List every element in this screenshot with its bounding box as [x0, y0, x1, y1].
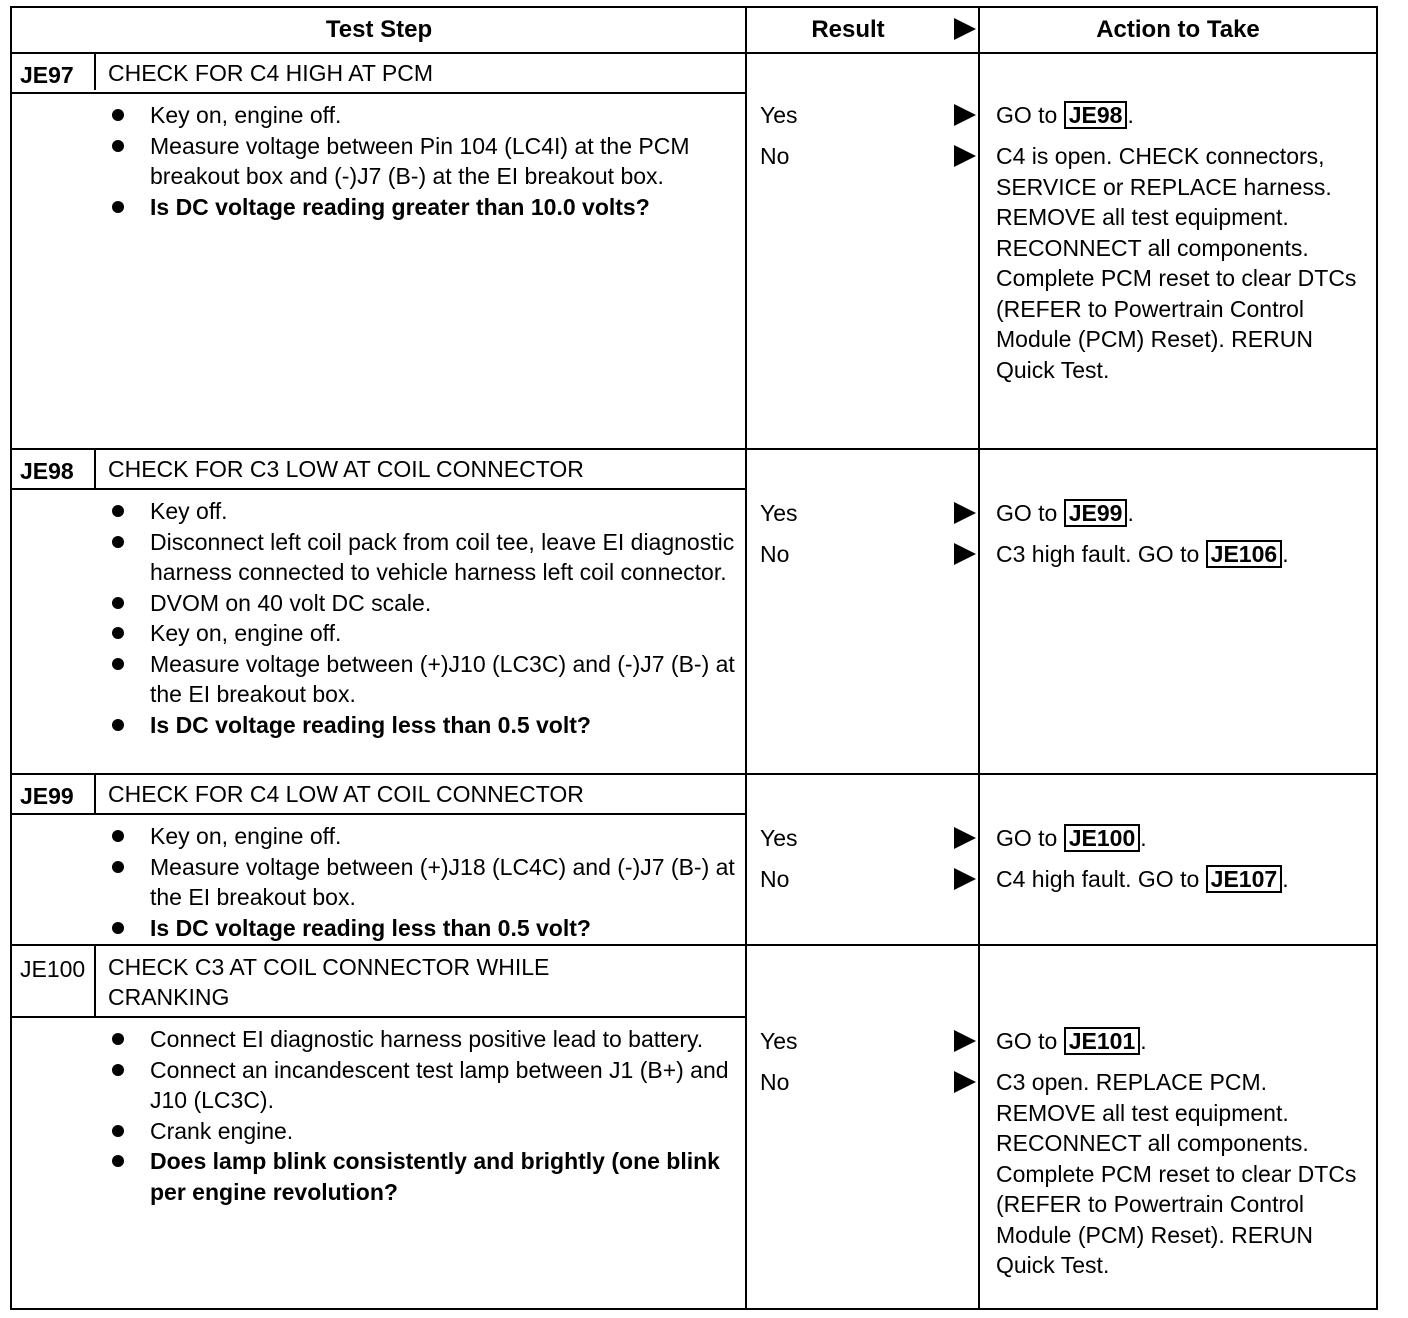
instruction-item: Key on, engine off.: [108, 618, 740, 649]
step-reference-link[interactable]: JE99: [1064, 499, 1128, 527]
arrow-right-icon: [954, 543, 976, 565]
action-text: C3 high fault. GO to: [996, 541, 1206, 567]
arrow-right-icon: [954, 868, 976, 890]
title-underline: [12, 488, 746, 490]
id-divider: [94, 775, 96, 813]
step-title: CHECK C3 AT COIL CONNECTOR WHILE CRANKING: [108, 954, 550, 1010]
result-yes: Yes: [760, 500, 798, 526]
title-underline: [12, 1016, 746, 1018]
instruction-question: Is DC voltage reading greater than 10.0 volts?: [108, 192, 740, 223]
action-yes: [996, 823, 1366, 854]
action-text: GO to: [996, 500, 1064, 526]
action-text: .: [1282, 866, 1289, 892]
action-text: GO to: [996, 1028, 1064, 1054]
instruction-item: Crank engine.: [108, 1116, 740, 1147]
id-divider: [94, 52, 96, 90]
step-reference-link[interactable]: JE101: [1064, 1027, 1141, 1055]
action-text: .: [1282, 541, 1289, 567]
test-step-je97: [12, 52, 1376, 448]
instruction-question: Does lamp blink consistently and brightly (one blink per engine revolution?: [108, 1146, 740, 1207]
instruction-item: Connect an incandescent test lamp between J1 (B+) and J10 (LC3C).: [108, 1055, 740, 1116]
id-divider: [94, 946, 96, 1016]
step-instructions: [108, 100, 740, 222]
instruction-item: Key on, engine off.: [108, 821, 740, 852]
action-no: [996, 539, 1366, 570]
instruction-item: DVOM on 40 volt DC scale.: [108, 588, 740, 619]
result-no: No: [760, 866, 790, 892]
arrow-right-icon: [954, 502, 976, 524]
step-title: CHECK FOR C4 HIGH AT PCM: [108, 60, 434, 86]
title-underline: [12, 813, 746, 815]
action-yes: [996, 100, 1366, 131]
title-underline: [12, 92, 746, 94]
action-no: C4 is open. CHECK connectors, SERVICE or REPLACE harness. REMOVE all test equipment. RECONNECT all components. Complete PCM reset to clear DTCs (REFER to Powertrain Control Module (PCM) Reset). RERUN Quick Test.: [996, 143, 1357, 383]
step-instructions: [108, 496, 740, 740]
instruction-question: Is DC voltage reading less than 0.5 volt?: [108, 710, 740, 741]
instruction-item: Measure voltage between (+)J18 (LC4C) and (-)J7 (B-) at the EI breakout box.: [108, 852, 740, 913]
step-id: JE97: [20, 62, 74, 88]
step-reference-link[interactable]: JE100: [1064, 824, 1141, 852]
arrow-right-icon: [954, 104, 976, 126]
arrow-right-icon: [954, 1030, 976, 1052]
test-step-je98: [12, 450, 1376, 773]
test-step-je100: [12, 946, 1376, 1308]
action-text: .: [1140, 825, 1147, 851]
action-text: .: [1140, 1028, 1147, 1054]
instruction-item: Disconnect left coil pack from coil tee, leave EI diagnostic harness connected to vehicle harness left coil connector.: [108, 527, 740, 588]
step-reference-link[interactable]: JE107: [1206, 865, 1283, 893]
result-yes: Yes: [760, 102, 798, 128]
action-text: GO to: [996, 102, 1064, 128]
action-text: C4 high fault. GO to: [996, 866, 1206, 892]
action-text: GO to: [996, 825, 1064, 851]
instruction-item: Connect EI diagnostic harness positive lead to battery.: [108, 1024, 740, 1055]
action-no: C3 open. REPLACE PCM. REMOVE all test equipment. RECONNECT all components. Complete PCM reset to clear DTCs (REFER to Powertrain Control Module (PCM) Reset). RERUN Quick Test.: [996, 1069, 1357, 1278]
step-instructions: [108, 821, 740, 943]
result-no: No: [760, 541, 790, 567]
action-no: [996, 864, 1366, 895]
arrow-right-icon: [954, 1071, 976, 1093]
header-test-step: Test Step: [325, 16, 433, 43]
step-title: CHECK FOR C4 LOW AT COIL CONNECTOR: [108, 781, 584, 807]
header-result: Result: [811, 16, 885, 43]
header-arrow-icon: [954, 18, 976, 40]
step-id: JE100: [20, 956, 86, 982]
step-title: CHECK FOR C3 LOW AT COIL CONNECTOR: [108, 456, 584, 482]
result-yes: Yes: [760, 825, 798, 851]
action-yes: [996, 1026, 1366, 1057]
step-id: JE99: [20, 783, 74, 809]
step-id: JE98: [20, 458, 74, 484]
instruction-item: Measure voltage between (+)J10 (LC3C) and (-)J7 (B-) at the EI breakout box.: [108, 649, 740, 710]
id-divider: [94, 450, 96, 488]
arrow-right-icon: [954, 827, 976, 849]
header-action: Action to Take: [1096, 16, 1260, 43]
step-reference-link[interactable]: JE106: [1206, 540, 1283, 568]
action-text: .: [1127, 102, 1134, 128]
step-instructions: [108, 1024, 740, 1207]
action-yes: [996, 498, 1366, 529]
pinpoint-test-table: [10, 6, 1378, 1310]
result-no: No: [760, 1069, 790, 1095]
result-yes: Yes: [760, 1028, 798, 1054]
result-no: No: [760, 143, 790, 169]
test-step-je99: [12, 775, 1376, 944]
instruction-item: Measure voltage between Pin 104 (LC4I) at the PCM breakout box and (-)J7 (B-) at the EI breakout box.: [108, 131, 740, 192]
step-reference-link[interactable]: JE98: [1064, 101, 1128, 129]
instruction-item: Key off.: [108, 496, 740, 527]
action-text: .: [1127, 500, 1134, 526]
arrow-right-icon: [954, 145, 976, 167]
instruction-question: Is DC voltage reading less than 0.5 volt?: [108, 913, 740, 944]
instruction-item: Key on, engine off.: [108, 100, 740, 131]
